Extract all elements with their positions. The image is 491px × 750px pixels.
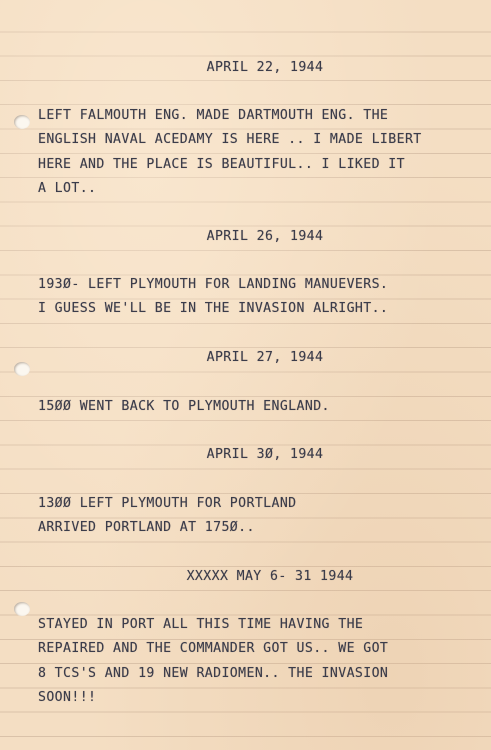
entry-body-april-26	[38, 273, 388, 322]
punch-hole-top	[14, 115, 30, 129]
entry-line: ENGLISH NAVAL ACEDAMY IS HERE .. I MADE LIBERT	[38, 132, 422, 148]
entry-line: 8 TCS'S AND 19 NEW RADIOMEN.. THE INVASION	[38, 665, 389, 681]
entry-line: I GUESS WE'LL BE IN THE INVASION ALRIGHT..	[38, 301, 389, 317]
entry-line: STAYED IN PORT ALL THIS TIME HAVING THE	[38, 617, 364, 632]
entry-date-april-30: APRIL 3Ø, 1944	[206, 447, 324, 462]
punch-hole-middle	[14, 362, 30, 376]
entry-line: 13ØØ LEFT PLYMOUTH FOR PORTLAND	[38, 496, 297, 511]
entry-body-may-6-31	[38, 613, 388, 710]
entry-line: 193Ø- LEFT PLYMOUTH FOR LANDING MANUEVERS.	[38, 277, 389, 292]
entry-line: 15ØØ WENT BACK TO PLYMOUTH ENGLAND.	[38, 399, 330, 414]
entry-line: SOON!!!	[38, 689, 97, 705]
entry-date-april-22: APRIL 22, 1944	[206, 60, 324, 75]
entry-date-may-6-31: XXXXX MAY 6- 31 1944	[186, 569, 354, 584]
entry-body-april-27	[38, 395, 330, 419]
entry-date-april-26: APRIL 26, 1944	[206, 229, 324, 244]
entry-line: A LOT..	[38, 180, 97, 196]
entry-line: REPAIRED AND THE COMMANDER GOT US.. WE GOT	[38, 641, 389, 657]
entry-body-april-22	[38, 104, 422, 201]
entry-line: LEFT FALMOUTH ENG. MADE DARTMOUTH ENG. THE	[38, 108, 389, 123]
entry-date-april-27: APRIL 27, 1944	[206, 350, 324, 365]
entry-line: HERE AND THE PLACE IS BEAUTIFUL.. I LIKED IT	[38, 156, 405, 172]
punch-hole-bottom	[14, 602, 30, 616]
entry-line: ARRIVED PORTLAND AT 175Ø..	[38, 520, 255, 536]
entry-body-april-30	[38, 492, 297, 541]
